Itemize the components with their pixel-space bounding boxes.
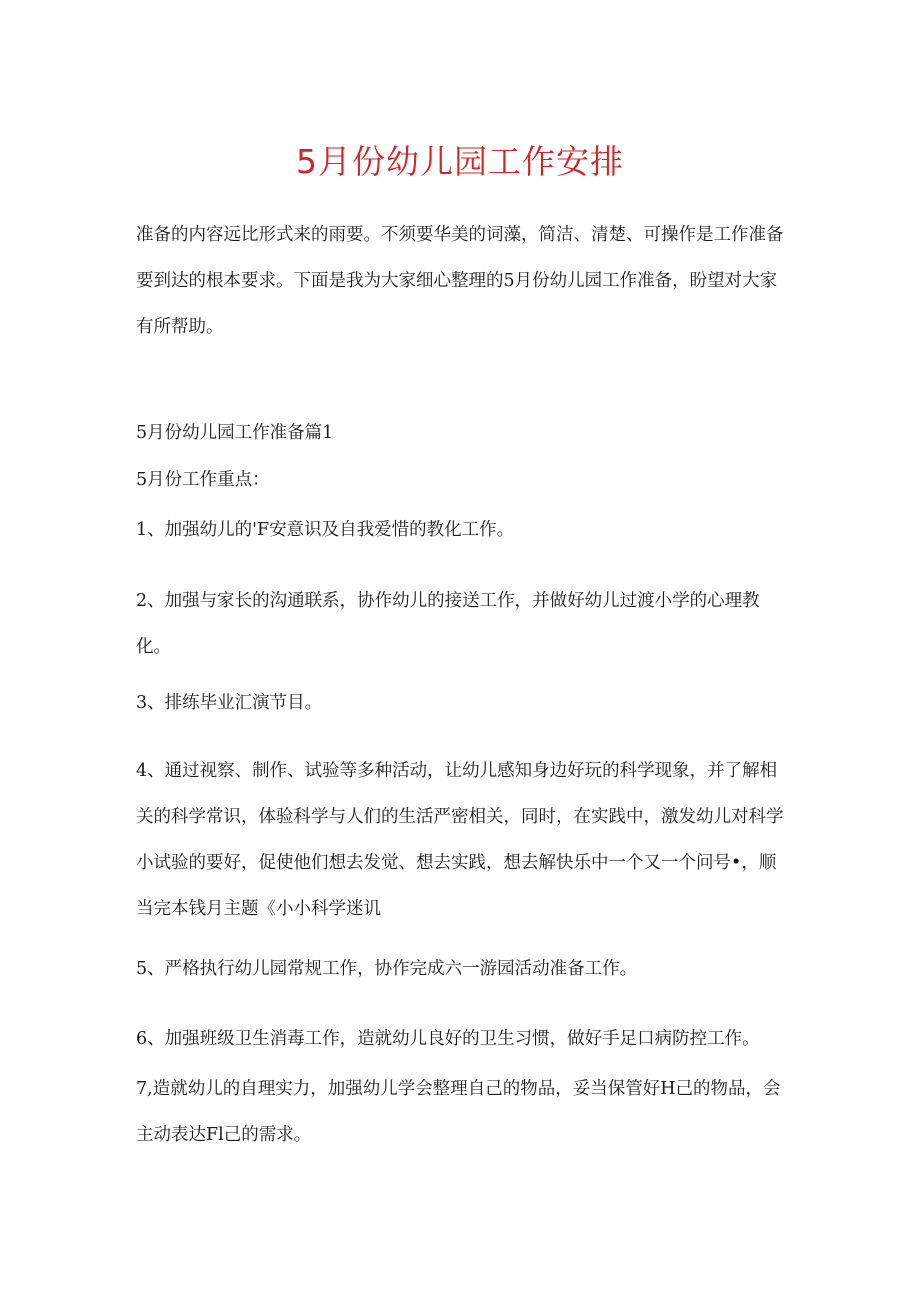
- focus-heading: 5月份工作重点：: [136, 470, 270, 490]
- list-item-6: 6、加强班级卫生消毒工作，造就幼儿良好的卫生习惯，做好手足口病防控工作。: [136, 1029, 760, 1049]
- list-item-5: 5、严格执行幼儿园常规工作，协作完成六一游园活动准备工作。: [136, 959, 638, 979]
- section-heading: 5月份幼儿园工作准备篇1: [136, 423, 334, 443]
- list-item-1: 1、加强幼儿的'F安意识及自我爱惜的教化工作。: [136, 520, 515, 540]
- list-item-4: 4、通过视察、制作、试验等多种活动，让幼儿感知身边好玩的科学现象，并了解相关的科学常识，体验科学与人们的生活严密相关，同时，在实践中，激发幼儿对科学小试验的要好，促使他们想去发觉、想去实践，想去解快乐中一个又一个问号•，顺当完本钱月主题《小小科学迷讥: [136, 761, 784, 919]
- list-item-2: 2、加强与家长的沟通联系，协作幼儿的接送工作，并做好幼儿过渡小学的心理教化。: [136, 591, 760, 657]
- document-title: 5月份幼儿园工作安排: [296, 142, 624, 181]
- list-item-7: 7,造就幼儿的自理实力，加强幼儿学会整理自己的物品，妥当保管好H己的物品，会主动表达Fl己的需求。: [136, 1079, 781, 1145]
- intro-paragraph: 准备的内容远比形式来的雨要。不须要华美的词藻，简洁、清楚、可操作是工作准备要到达的根本要求。下面是我为大家细心整理的5月份幼儿园工作准备，盼望对大家有所帮助。: [136, 225, 784, 337]
- list-item-3: 3、排练毕业汇演节目。: [136, 693, 323, 713]
